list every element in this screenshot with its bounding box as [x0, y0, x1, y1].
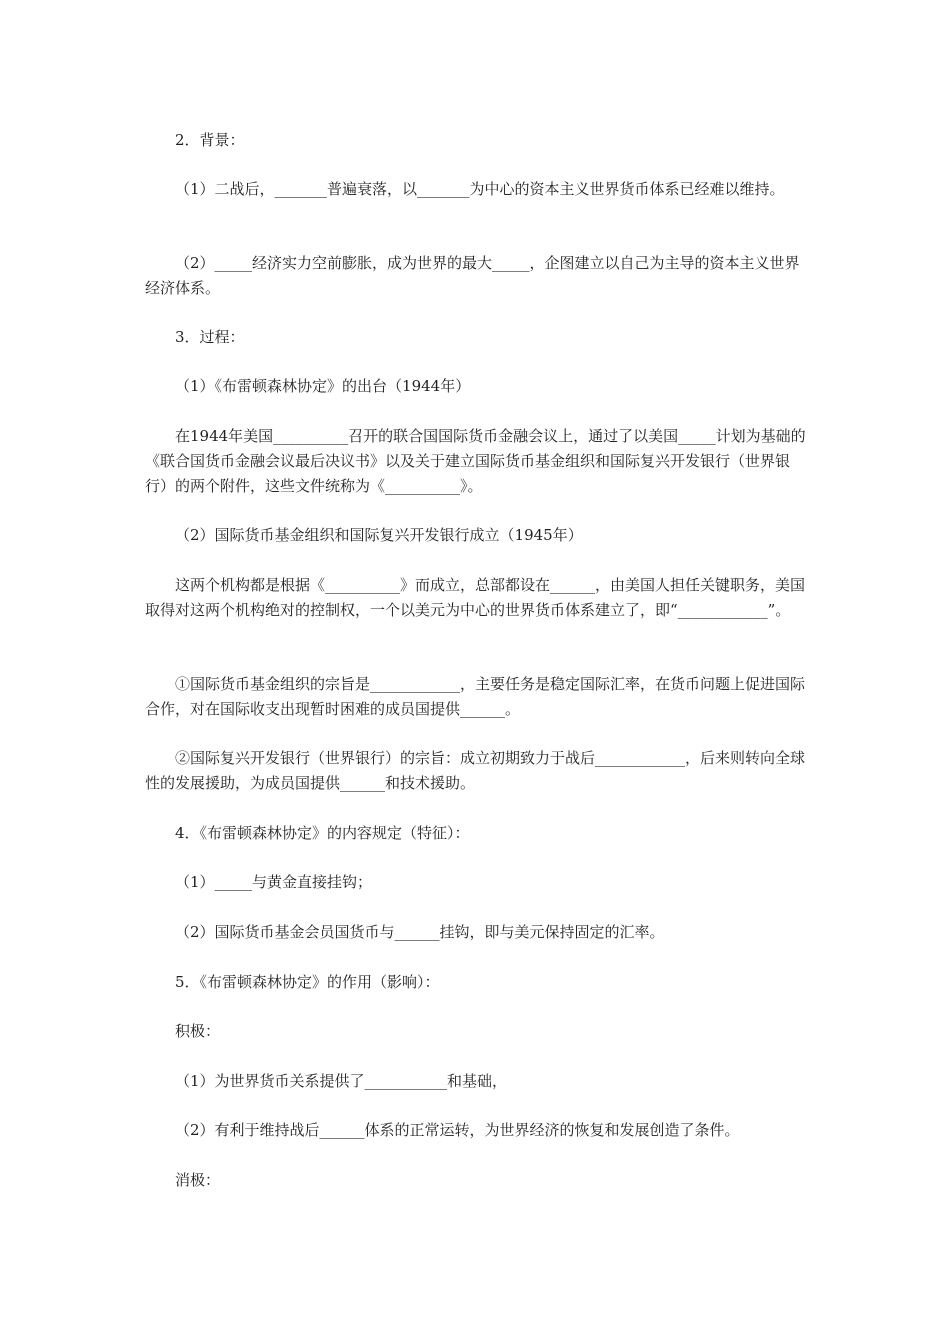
paragraph-feature-2: （2）国际货币基金会员国货币与______挂钩，即与美元保持固定的汇率。	[175, 923, 665, 941]
paragraph-conference-1944: 在1944年美国__________召开的联合国国际货币金融会议上，通过了以美国_____计划为基础的《联合国货币金融会议最后决议书》以及关于建立国际货币基金组织和国际复兴开发银行（世界银行）的两个附件，这些文件统称为《__________》。	[145, 427, 806, 495]
paragraph-institutions: 这两个机构都是根据《__________》而成立，总部都设在______，由美国人担任关键职务，美国取得对这两个机构绝对的控制权，一个以美元为中心的世界货币体系建立了，即“____________”。	[145, 576, 806, 619]
paragraph-worldbank-purpose: ②国际复兴开发银行（世界银行）的宗旨：成立初期致力于战后____________，后来则转向全球性的发展援助，为成员国提供______和技术援助。	[145, 749, 806, 792]
paragraph-imf-purpose: ①国际货币基金组织的宗旨是____________，主要任务是稳定国际汇率，在货币问题上促进国际合作，对在国际收支出现暂时困难的成员国提供______。	[145, 675, 806, 718]
paragraph-positive-2: （2）有利于维持战后______体系的正常运转，为世界经济的恢复和发展创造了条件。	[175, 1121, 740, 1139]
heading-background: 2．背景：	[175, 131, 245, 149]
label-negative: 消极：	[175, 1171, 221, 1189]
subheading-imf-worldbank-1945: （2）国际货币基金组织和国际复兴开发银行成立（1945年）	[175, 526, 583, 544]
paragraph-feature-1: （1）_____与黄金直接挂钩；	[175, 873, 373, 891]
subheading-bretton-woods-1944: （1）《布雷顿森林协定》的出台（1944年）	[175, 377, 471, 395]
paragraph-background-2: （2）_____经济实力空前膨胀，成为世界的最大_____，企图建立以自己为主导的资本主义世界经济体系。	[145, 254, 800, 297]
paragraph-positive-1: （1）为世界货币关系提供了___________和基础，	[175, 1072, 508, 1090]
heading-effects: 5．《布雷顿森林协定》的作用（影响）：	[175, 973, 440, 991]
label-positive: 积极：	[175, 1022, 221, 1040]
paragraph-background-1: （1）二战后，_______普遍衰落，以_______为中心的资本主义世界货币体系已经难以维持。	[175, 180, 785, 198]
heading-process: 3．过程：	[175, 328, 245, 346]
heading-content-features: 4．《布雷顿森林协定》的内容规定（特征）：	[175, 824, 470, 842]
